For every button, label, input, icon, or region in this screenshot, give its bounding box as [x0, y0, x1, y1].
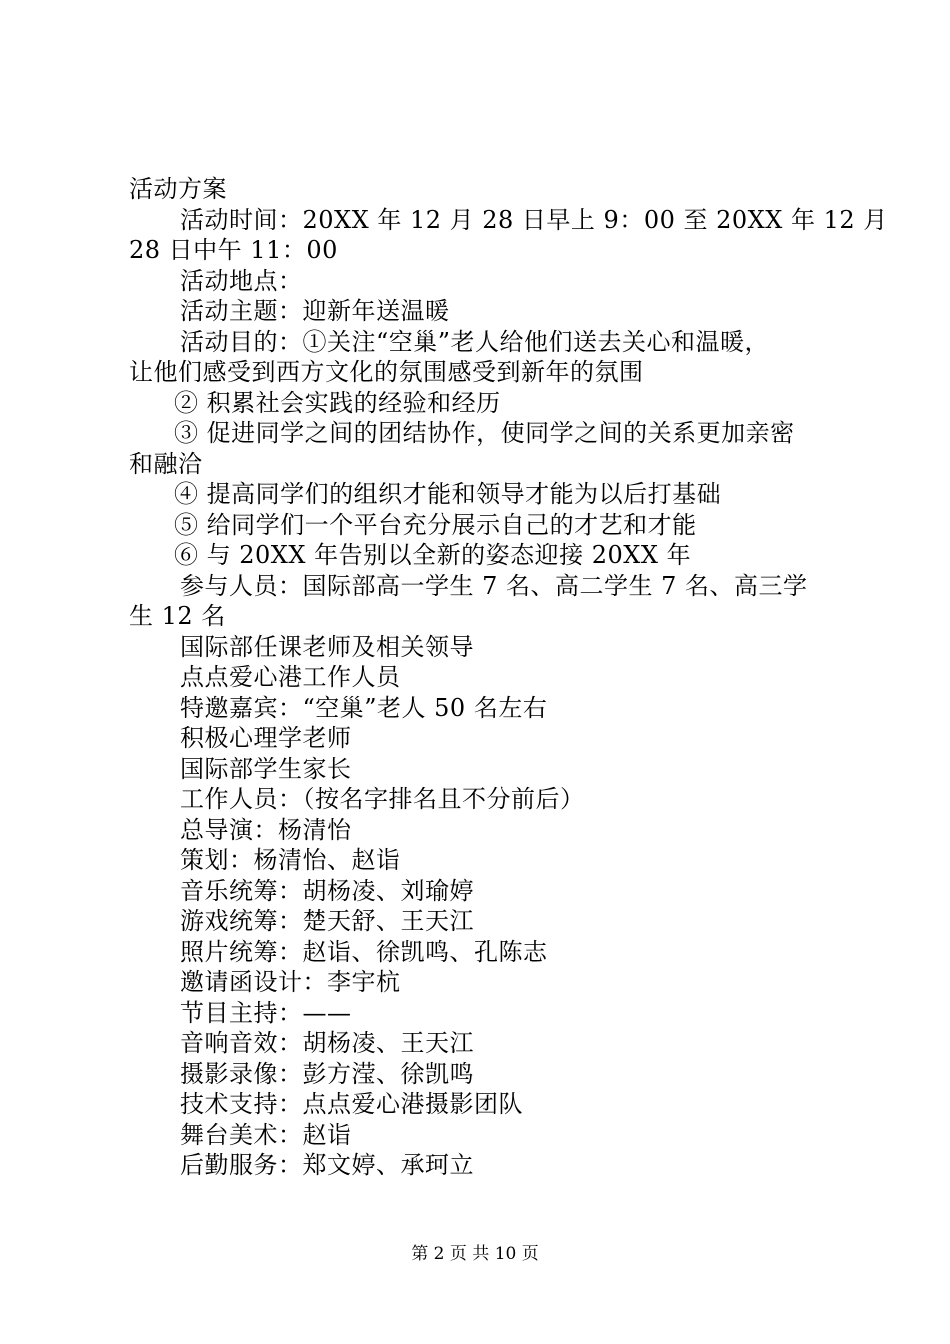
staff-line: 游戏统筹：楚天舒、王天江 [180, 907, 474, 935]
paragraph-line: 参与人员：国际部高一学生 7 名、高二学生 7 名、高三学 [180, 571, 808, 600]
paragraph-line: 点点爱心港工作人员 [180, 663, 401, 691]
paragraph-line: 特邀嘉宾：“空巢”老人 50 名左右 [180, 693, 548, 722]
paragraph-line: 国际部学生家长 [180, 754, 352, 783]
staff-line: 摄影录像：彭方滢、徐凯鸣 [180, 1059, 474, 1088]
staff-line: 策划：杨清怡、赵诣 [180, 846, 401, 874]
paragraph-line: 28 日中午 11：00 [129, 236, 338, 264]
staff-line: 技术支持：点点爱心港摄影团队 [180, 1090, 523, 1118]
paragraph-line: 工作人员：（按名字排名且不分前后） [180, 785, 585, 813]
paragraph-line: 让他们感受到西方文化的氛围感受到新年的氛围 [129, 358, 644, 386]
staff-line: 邀请函设计：李宇杭 [180, 968, 401, 996]
paragraph-line: 和融洽 [129, 449, 203, 478]
staff-line: 照片统筹：赵诣、徐凯鸣、孔陈志 [180, 937, 548, 966]
document-body [129, 174, 888, 1181]
staff-line: 总导演：杨清怡 [180, 815, 352, 844]
paragraph-line: 积极心理学老师 [180, 724, 352, 752]
staff-line: 音响音效：胡杨凌、王天江 [180, 1029, 474, 1057]
staff-line: 后勤服务：郑文婷、承珂立 [180, 1151, 474, 1179]
paragraph-line: 活动主题：迎新年送温暖 [180, 297, 450, 325]
staff-line: 节目主持：—— [180, 998, 352, 1027]
list-item: ③ 促进同学之间的团结协作，使同学之间的关系更加亲密 [174, 419, 795, 447]
staff-line: 舞台美术：赵诣 [180, 1120, 352, 1149]
paragraph-line: 活动时间：20XX 年 12 月 28 日早上 9：00 至 20XX 年 12 月 [180, 205, 888, 234]
page-number-footer: 第 2 页 共 10 页 [411, 1244, 539, 1264]
heading-activity-plan: 活动方案 [129, 175, 227, 203]
list-item: ⑥ 与 20XX 年告别以全新的姿态迎接 20XX 年 [174, 541, 692, 569]
paragraph-line: 活动目的：①关注“空巢”老人给他们送去关心和温暖， [180, 327, 770, 356]
list-item: ⑤ 给同学们一个平台充分展示自己的才艺和才能 [174, 510, 697, 539]
paragraph-line: 国际部任课老师及相关领导 [180, 632, 474, 661]
staff-line: 音乐统筹：胡杨凌、刘瑜婷 [180, 876, 474, 905]
list-item: ④ 提高同学们的组织才能和领导才能为以后打基础 [174, 480, 722, 508]
list-item: ② 积累社会实践的经验和经历 [174, 388, 501, 417]
paragraph-line: 生 12 名 [129, 602, 226, 630]
paragraph-line: 活动地点： [180, 266, 303, 295]
